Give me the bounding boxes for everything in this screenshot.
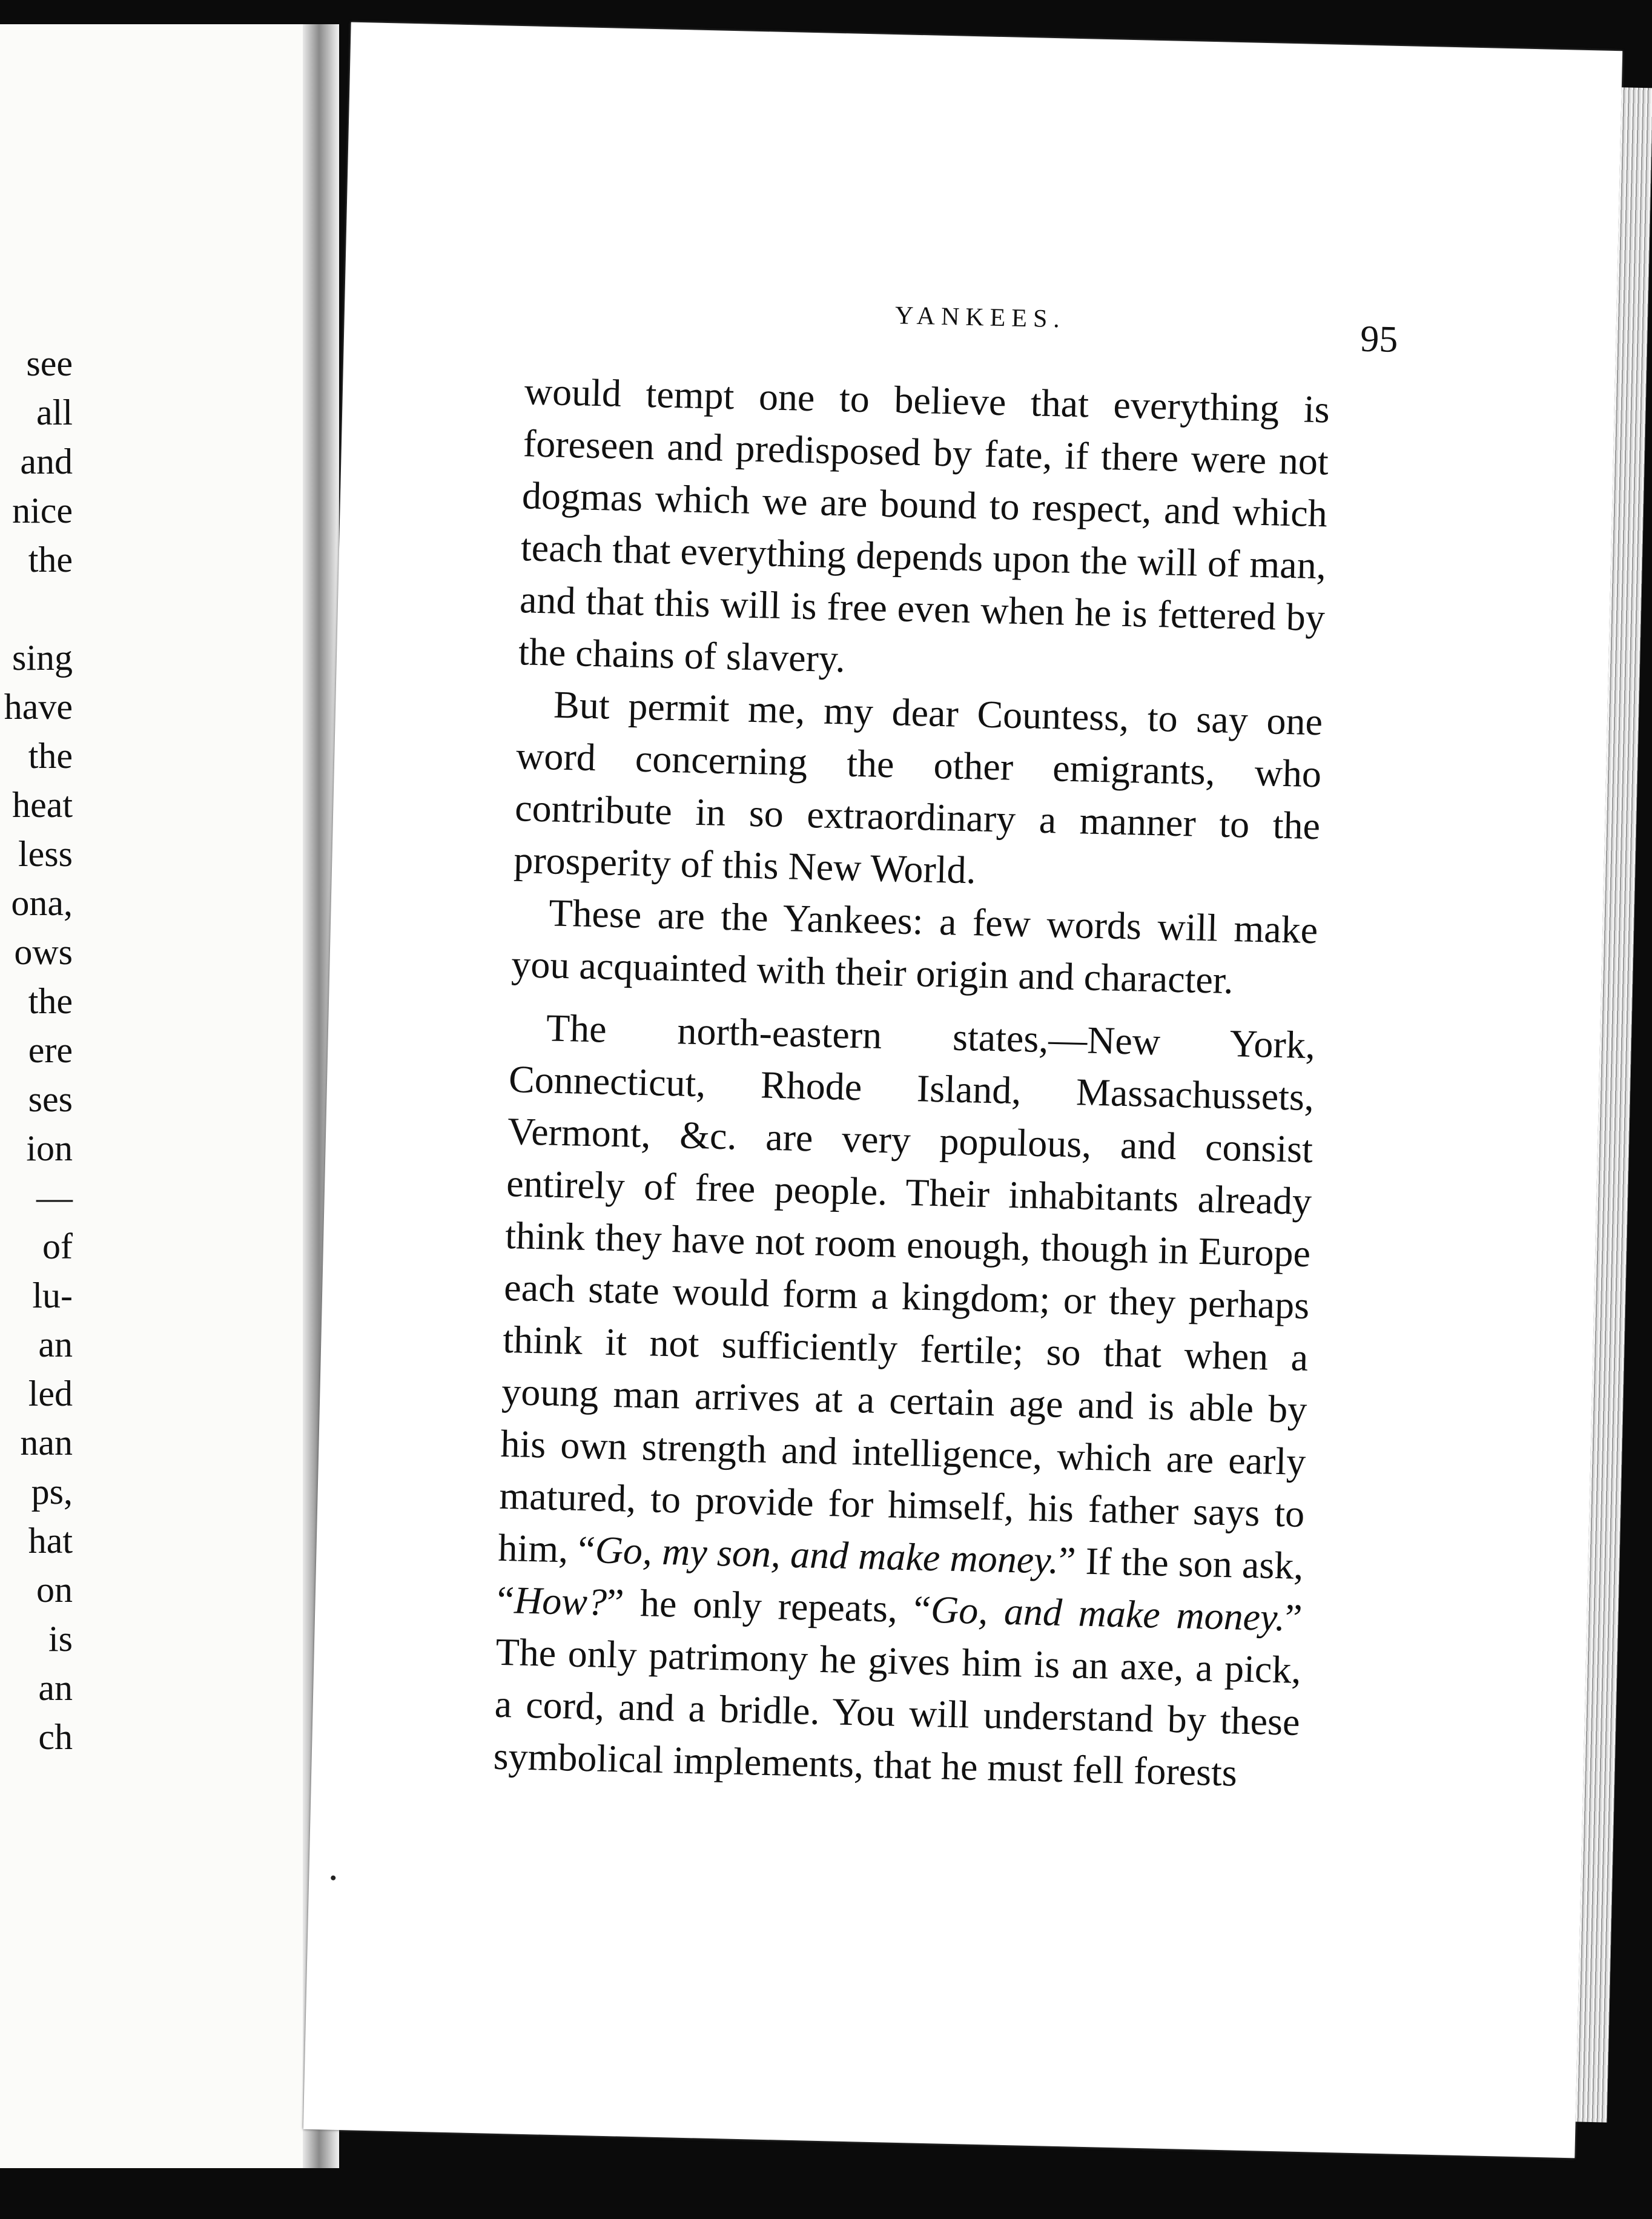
paragraph-4-part-c: ” he only repeats, “ [606,1580,931,1632]
ink-speck [331,1876,335,1880]
edge-line: lu- [32,1275,73,1315]
page-number: 95 [1360,318,1399,360]
edge-line: an [38,1324,73,1364]
edge-line: led [28,1374,73,1414]
page-fore-edge [1576,87,1652,2122]
edge-line: nan [20,1423,73,1463]
paragraph-4-part-a: The north-eastern states,—New York, Connecticut, Rhode Island, Massachussets, Vermont, &c. are very populous, and consist entirely of free people. Their inhabitants already think they have not room enough, though in Europe each state would form a kingdom; or they perhaps think it not sufficiently fertile; so that when a young man arrives at a certain age and is able by his own strength and intelligence, which are early matured, to provide for himself, his father says to him, “ [497,1006,1316,1572]
edge-line: the [28,736,73,776]
left-page-edge-text [0,339,73,1762]
edge-line: and [20,441,73,481]
edge-line: less [18,834,73,874]
edge-line: see [26,343,73,383]
paragraph-4-part-b: ” If the son ask, “ [496,1538,1304,1622]
edge-line: — [36,1177,73,1217]
edge-line: all [36,392,73,432]
edge-line: ch [38,1717,73,1757]
body-text [493,365,1330,1801]
edge-line: nice [12,491,73,531]
edge-line: ion [26,1128,73,1168]
edge-line: heat [12,785,73,825]
paragraph-4 [493,1001,1316,1801]
edge-line: sing [12,638,73,678]
edge-line: ona, [11,883,73,923]
edge-line: the [28,540,73,580]
paragraph-4-part-d: ” The only patrimony he gives him is an axe, a pick, a cord, and a bridle. You will understand by these symbolical implements, that he must fell forests [493,1596,1303,1794]
edge-line: ows [14,932,73,972]
edge-line: ere [28,1030,73,1070]
edge-line: have [4,687,73,727]
left-facing-page [0,24,325,2168]
edge-line: ps, [31,1472,73,1512]
book-page [303,22,1622,2158]
edge-line: hat [28,1521,73,1561]
paragraph-2: But permit me, my dear Countess, to say one word concerning the other emigrants, who contribute in so extraordinary a manner to the prosperity of this New World. [513,683,1323,892]
quote-go-make-money: Go, my son, and make money. [595,1528,1059,1582]
paragraph-1: would tempt one to believe that everything is foreseen and predisposed by fate, if there were not dogmas which we are bound to respect, and which teach that everything depends upon the will of man, and that this will is free even when he is fettered by the chains of slavery. [518,369,1330,681]
edge-line: ses [28,1079,73,1119]
paragraph-3: These are the Yankees: a few words will make you acquainted with their origin and character. [510,891,1318,1002]
quote-go-and-make-money: Go, and make money. [930,1588,1286,1639]
edge-line: an [38,1668,73,1708]
edge-line [0,584,73,633]
edge-line: of [42,1226,73,1266]
quote-how: How? [514,1578,607,1624]
edge-line: on [36,1570,73,1610]
edge-line: is [48,1619,73,1659]
edge-line: the [28,981,73,1021]
running-head: YANKEES. [894,302,1066,334]
